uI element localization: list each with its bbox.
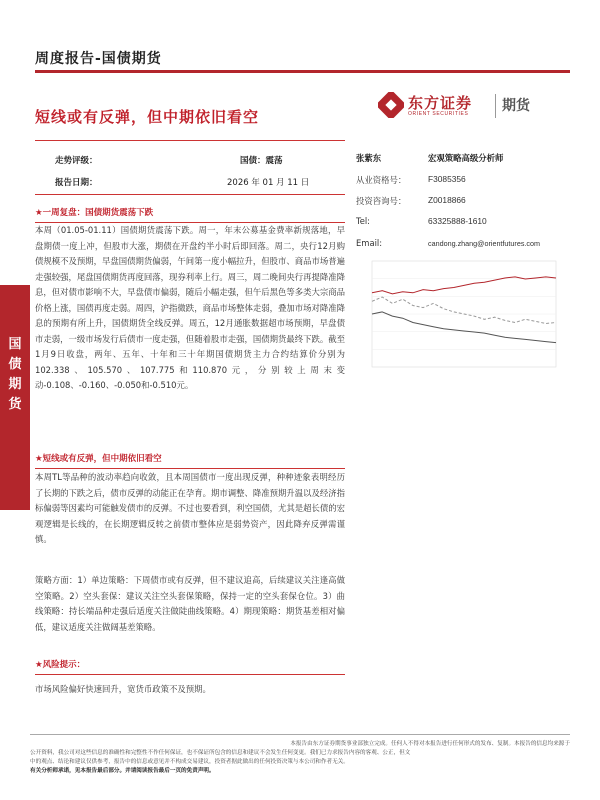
row-value: F3085356 [428,174,466,184]
analyst-row [356,174,576,186]
trend-value: 国债：震荡 [240,156,283,166]
strategy-heading: ★短线或有反弹，但中期依旧看空 [35,452,345,469]
side-char-2: 债 [8,357,22,372]
row-key: Email: [356,238,383,248]
side-char-4: 货 [8,397,22,412]
side-tab-label [0,335,30,415]
footer-rule [30,734,570,735]
report-type: 周度报告-国债期货 [35,51,162,67]
company-logo [378,92,578,122]
analyst-title: 宏观策略高级分析师 [428,153,504,163]
headline: 短线或有反弹，但中期依旧看空 [35,108,260,126]
analyst-email[interactable]: candong.zhang@orientfutures.com [428,239,540,248]
disclaimer-line-4: 有关分析师承诺，见本报告最后部分。并请阅读报告最后一页的免责声明。 [30,768,215,774]
row-key: Tel: [356,216,370,226]
header-rule [35,70,570,73]
risk-body: 市场风险偏好快速回升，宽货币政策不及预期。 [35,684,211,694]
side-tab [0,285,30,510]
rating-box [35,140,345,195]
row-value: 63325888-1610 [428,216,487,226]
disclaimer-line-2: 公开资料，我公司对这些信息的准确性和完整性不作任何保证，也不保证所包含的信息和建议不会发生任何变更。我们已力求报告内容的客观、公正，但文 [30,750,411,756]
bond-yield-chart [356,253,578,383]
date-label: 报告日期： [55,178,98,188]
tactic-body: 策略方面：1）单边策略：下周债市或有反弹，但不建议追高，后续建议关注逢高做空策略。2）空头套保：建议关注空头套保策略，保持一定的空头套保仓位。3）曲线策略：持长端品种走强后适度关注做陡曲线策略。4）期现策略：期货基差相对偏低，建议适度关注做阔基差策略。 [35,575,345,632]
logo-sub: ORIENT SECURITIES [408,111,469,117]
analyst-row [356,238,576,250]
review-body: 本周（01.05-01.11）国债期货震荡下跌。周一，年末公募基金费率新规落地，早盘期债一度上冲，但股市大涨，期债在开盘约半小时后即回落。周二，央行12月购债规模不及预期，早盘国债期货偏弱，午间第一度小幅拉升，但股市、商品市场普遍走强较强，尾盘国债期货再度回落，现券利率上行。周三，周二晚间央行再提降准降息，但对债市影响不大，早盘债市偏弱，随后小幅走强，但午后黑色等多类大宗商品价格上涨，国债再度走弱。周四，沪指微跌，商品市场整体走弱，叠加市场对降准降息的预期有所上升，国债期货全线反弹。周五，12月通胀数据超市场预期，早盘债市走弱，一级市场发行后债市一度走强，但随着股市走强，国债期货最终下跌。截至1月9日收盘，两年、五年、十年和三十年期国债期货主力合约结算价分别为102.338、105.570、107.775和110.870元，分别较上周末变动-0.108、-0.160、-0.050和-0.510元。 [35,225,345,390]
row-value: Z0018866 [428,195,466,205]
side-char-1: 国 [8,337,22,352]
disclaimer-line-3: 中的观点、结论和建议仅供参考，报告中的信息或意见并不构成交易建议，投资者据此做出的任何投资决策与本公司和作者无关。 [30,759,349,765]
logo-division: 期货 [502,98,530,114]
date-value: 2026 年 01 月 11 日 [227,178,310,188]
analyst-row [356,216,576,228]
logo-name: 东方证券 [408,94,473,112]
risk-heading: ★风险提示： [35,658,345,675]
chart-series-line [372,297,556,324]
trend-label: 走势评级： [55,156,98,166]
analyst-name: 张紫东 [356,153,382,163]
row-key: 从业资格号： [356,175,407,185]
side-char-3: 期 [8,377,22,392]
logo-separator [495,94,496,118]
analyst-row [356,195,576,207]
review-heading: ★一周复盘：国债期货震荡下跌 [35,206,345,223]
row-key: 投资咨询号： [356,196,407,206]
orient-logo-icon [378,92,404,118]
chart-series-line [372,277,556,294]
chart-series-line [372,312,556,343]
disclaimer-line-1: 本报告由东方证券期货事业部独立完成。任何人不得对本报告进行任何形式的发布、复制。本报告的信息均来源于 [290,741,570,747]
strategy-body: 本周TL等品种的波动率趋向收敛，且本周国债市一度出现反弹，种种迹象表明经历了长期的下跌之后，债市反弹的动能正在孕育。期市调整、降准预期升温以及经济指标偏弱等因素均可能触发债市的反弹。不过也要看到，利空国债，尤其是超长债的宏观逻辑是长线的，在长期逻辑反转之前债市整体应是弱势资产，因此降弃反弹需谨慎。 [35,472,345,544]
